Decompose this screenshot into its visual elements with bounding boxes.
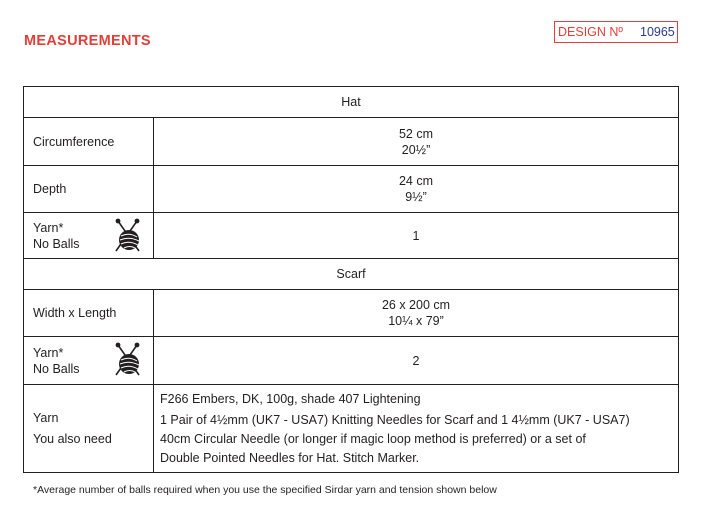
depth-value xyxy=(154,166,679,213)
scarf-yarn-label-2: No Balls xyxy=(33,361,80,376)
width-length-value xyxy=(154,290,679,337)
scarf-yarn-balls-value: 2 xyxy=(154,337,679,385)
hat-yarn-label-1: Yarn* xyxy=(33,220,64,235)
materials-labels xyxy=(24,385,154,473)
you-also-need-label: You also need xyxy=(33,432,112,446)
table-row xyxy=(24,290,679,337)
table-row xyxy=(24,259,679,290)
you-also-need-line: 1 Pair of 4½mm (UK7 - USA7) Knitting Needles for Scarf and 1 4½mm (UK7 - USA7) xyxy=(160,413,630,427)
yarn-label: Yarn xyxy=(33,411,59,425)
yarn-ball-with-needles-icon xyxy=(113,341,143,377)
circumference-in: 20½” xyxy=(401,142,431,157)
yarn-value: F266 Embers, DK, 100g, shade 407 Lightening xyxy=(160,392,421,406)
hat-yarn-balls-value: 1 xyxy=(154,213,679,259)
design-number-box xyxy=(554,21,678,43)
table-row xyxy=(24,166,679,213)
depth-in: 9½” xyxy=(405,190,427,204)
scarf-yarn-label xyxy=(24,337,154,385)
yarn-ball-with-needles-icon xyxy=(113,217,143,253)
circumference-label: Circumference xyxy=(24,118,154,166)
depth-label: Depth xyxy=(24,166,154,213)
width-length-cm: 26 x 200 cm xyxy=(381,298,451,312)
you-also-need-line: Double Pointed Needles for Hat. Stitch Marker. xyxy=(160,451,420,465)
measurements-table xyxy=(23,86,679,473)
table-row xyxy=(24,118,679,166)
scarf-yarn-label-1: Yarn* xyxy=(33,345,64,360)
depth-cm: 24 cm xyxy=(398,174,434,188)
circumference-cm: 52 cm xyxy=(398,126,434,141)
table-row xyxy=(24,337,679,385)
footnote: *Average number of balls required when you use the specified Sirdar yarn and tension shown below xyxy=(33,484,497,496)
materials-values xyxy=(154,385,679,473)
width-length-label: Width x Length xyxy=(24,290,154,337)
design-number: 10965 xyxy=(640,25,675,39)
table-row xyxy=(24,87,679,118)
hat-heading: Hat xyxy=(24,87,679,118)
circumference-value xyxy=(154,118,679,166)
scarf-heading: Scarf xyxy=(24,259,679,290)
hat-yarn-label-2: No Balls xyxy=(33,236,80,251)
hat-yarn-label xyxy=(24,213,154,259)
design-label: DESIGN Nº xyxy=(558,25,623,39)
width-length-in: 10¼ x 79” xyxy=(388,314,444,328)
table-row xyxy=(24,385,679,473)
you-also-need-line: 40cm Circular Needle (or longer if magic loop method is preferred) or a set of xyxy=(160,432,586,446)
page-title: MEASUREMENTS xyxy=(24,33,151,49)
table-row xyxy=(24,213,679,259)
